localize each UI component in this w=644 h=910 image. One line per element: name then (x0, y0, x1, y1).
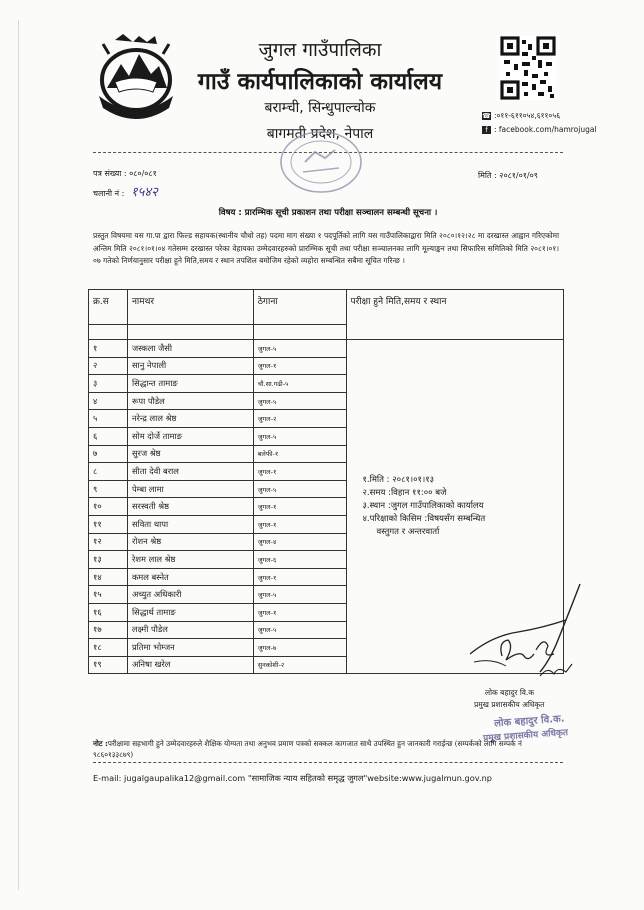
cell-serial: १४ (89, 568, 128, 586)
scan-edge (18, 20, 19, 890)
letter-body: प्रस्तुत विषयमा यस गा.पा द्वारा फिल्ड सहायक(स्थानीय चौथो तह) पदमा माग संख्या १ पदपूर्तिको लागि यस गाउँपालिकाद्वारा मिति २०८०।१२।२८ मा दरखास्त आह्वान गरिएकोमा अन्तिम मिति २०८१।०१।०४ गतेसम्म दरखास्त परेका वेहायका उम्मेदवारहरुको प्रारम्भिक सूची तथा परीक्षा सञ्चालनका लागि मूल्याङ्कन तथा सिफारिस समितिको मिति २०८१।०१।०७ गतेको निर्णयानुसार परीक्षा हुने मिति,समय र स्थान तपशिल बमोजिम रहेको व्यहोरा सम्बन्धित सबैमा सूचित गरिन्छ । (93, 231, 559, 265)
cell-serial: १६ (89, 603, 128, 621)
facebook-url: : facebook.com/hamrojugal (494, 125, 597, 134)
cell-name: सानु नेपाली (127, 357, 253, 375)
cell-address: जुगल-४ (253, 533, 346, 551)
phone-line (482, 109, 597, 123)
cell-serial: ७ (89, 445, 128, 463)
date-value: २०८१/०१/०९ (499, 171, 538, 180)
cell-serial: १३ (89, 551, 128, 569)
signer-name: लोक बहादुर वि.क (485, 688, 535, 697)
cell-name: प्रतिमा भोम्जन (127, 639, 253, 657)
header-name: नामथर (127, 290, 253, 325)
phone-icon: ☎ (482, 112, 491, 120)
letter-date (478, 170, 538, 181)
footer-website: website:www.jugalmun.gov.np (367, 773, 492, 783)
stamp-signer-title: प्रमुख प्रशासकीय अधिकृत (482, 728, 569, 744)
cell-serial: ८ (89, 463, 128, 481)
cell-serial: १२ (89, 533, 128, 551)
office-province: बागमती प्रदेश, नेपाल (266, 126, 374, 142)
office-seal-stamp (275, 128, 367, 196)
cell-name: रेशम लाल श्रेष्ठ (127, 551, 253, 569)
cell-address: जुगल-५ (253, 586, 346, 604)
cell-name: सीता देवी बराल (127, 463, 253, 481)
footer-divider (93, 762, 563, 763)
cell-name: रोशन श्रेष्ठ (127, 533, 253, 551)
cell-address: सुनकोशी-२ (253, 656, 346, 674)
cell-address: जुगल-१ (253, 463, 346, 481)
reference-number (93, 168, 157, 179)
qr-code (500, 36, 556, 100)
exam-info-line: १.मिति : २०८१।०१।१३ (362, 475, 435, 486)
office-name: गाउँ कार्यपालिकाको कार्यालय (197, 69, 443, 95)
reference-value: ०८०/०८१ (129, 169, 157, 178)
cell-name: सरस्वती श्रेष्ठ (127, 498, 253, 516)
cell-address: जुगल-५ (253, 480, 346, 498)
footer-email: E-mail: jugalgaupalika12@gmail.com (93, 773, 246, 783)
note-text: परीक्षामा सहभागी हुने उम्मेदवारहरुले शैक्षिक योग्यता तथा अनुभव प्रमाण पत्रको सक्कल कागजात साथै उपस्थित हुन जानकारी गराईन्छ (सम्पर्कको लागि सम्पर्क नं ९८६०१३३८७९) (93, 739, 522, 759)
letter-footer (93, 773, 492, 784)
reference-label: पत्र संख्या : (93, 169, 127, 178)
cell-serial: ३ (89, 375, 128, 393)
cell-address: जुगल-१ (253, 498, 346, 516)
dispatch-value: १५४२ (130, 185, 158, 200)
cell-name: सिद्धार्थ तामाङ (127, 603, 253, 621)
letter-subject: विषय : प्रारम्भिक सूची प्रकाशन तथा परीक्षा सञ्चालन सम्बन्धी सूचना । (218, 208, 438, 218)
cell-address: जुगल-५ (253, 621, 346, 639)
office-location: बराम्ची, सिन्धुपाल्चोक (264, 100, 376, 116)
cell-address: जुगल-७ (253, 639, 346, 657)
cell-serial: १० (89, 498, 128, 516)
exam-info-line: २.समय :विहान ११:०० बजे (362, 488, 447, 499)
cell-serial: ५ (89, 410, 128, 428)
cell-serial: १९ (89, 656, 128, 674)
table-row (89, 340, 564, 358)
cell-serial: १ (89, 340, 128, 358)
dispatch-label: चलानी नं : (93, 189, 125, 198)
municipality-name: जुगल गाउँपालिका (258, 39, 382, 61)
notice-note (93, 738, 553, 760)
table-header-row (89, 290, 564, 325)
date-label: मिति : (478, 171, 497, 180)
cell-serial: १८ (89, 639, 128, 657)
cell-address: बलेफी-१ (253, 445, 346, 463)
cell-serial: ११ (89, 515, 128, 533)
cell-name: पेम्बा लामा (127, 480, 253, 498)
cell-address: जुगल-५ (253, 392, 346, 410)
cell-name: नरेन्द्र लाल श्रेष्ठ (127, 410, 253, 428)
facebook-line (482, 123, 597, 137)
cell-serial: ४ (89, 392, 128, 410)
cell-address: जुगल-१ (253, 568, 346, 586)
footer-slogan: "सामाजिक न्याय सहितको समृद्ध जुगल" (247, 773, 368, 783)
cell-address: जुगल-१ (253, 357, 346, 375)
cell-name: सविता थापा (127, 515, 253, 533)
cell-name: कमल बस्नेत (127, 568, 253, 586)
cell-serial: ६ (89, 427, 128, 445)
dispatch-number (93, 182, 158, 200)
handwritten-signature (462, 580, 602, 690)
cell-address: जुगल-२ (253, 410, 346, 428)
header-serial: क्र.स (89, 290, 128, 325)
cell-name: अच्युत अधिकारी (127, 586, 253, 604)
cell-name: रूपा पौडेल (127, 392, 253, 410)
cell-name: सुरज श्रेष्ठ (127, 445, 253, 463)
cell-serial: १७ (89, 621, 128, 639)
exam-info-line: ४.परिक्षाको किसिम :विषयसँग सम्बन्धित (362, 514, 486, 525)
signer-title: प्रमुख प्रशासकीय अधिकृत (474, 700, 545, 709)
cell-serial: १५ (89, 586, 128, 604)
note-label: नोट : (93, 739, 108, 748)
cell-address: जुगल-१ (253, 515, 346, 533)
exam-info-line: वस्तुगत र अन्तरवार्ता (376, 527, 440, 538)
stamp-signer-name: लोक बहादुर वि.क. (493, 713, 565, 730)
cell-address: जुगल-५ (253, 340, 346, 358)
cell-name: लक्ष्मी पौडेल (127, 621, 253, 639)
cell-name: अनिषा खरेल (127, 656, 253, 674)
cell-serial: २ (89, 357, 128, 375)
cell-name: जस्कला जैसी (127, 340, 253, 358)
cell-address: जुगल-६ (253, 551, 346, 569)
cell-address: जुगल-५ (253, 427, 346, 445)
header-exam-info: परीक्षा हुने मिति,समय र स्थान (346, 290, 563, 340)
facebook-icon: f (482, 126, 491, 134)
phone-number: :०११-६११०५४,६११०५६ (494, 111, 561, 120)
cell-name: सिद्धान्त तामाङ (127, 375, 253, 393)
cell-serial: ९ (89, 480, 128, 498)
cell-address: चौ.सा.गढी-५ (253, 375, 346, 393)
header-address: ठेगाना (253, 290, 346, 325)
cell-name: सोम दोर्जे तामाङ (127, 427, 253, 445)
cell-address: जुगल-१ (253, 603, 346, 621)
exam-info-line: ३.स्थान :जुगल गाउँपालिकाको कार्यालय (362, 501, 484, 512)
contact-info (482, 109, 597, 137)
